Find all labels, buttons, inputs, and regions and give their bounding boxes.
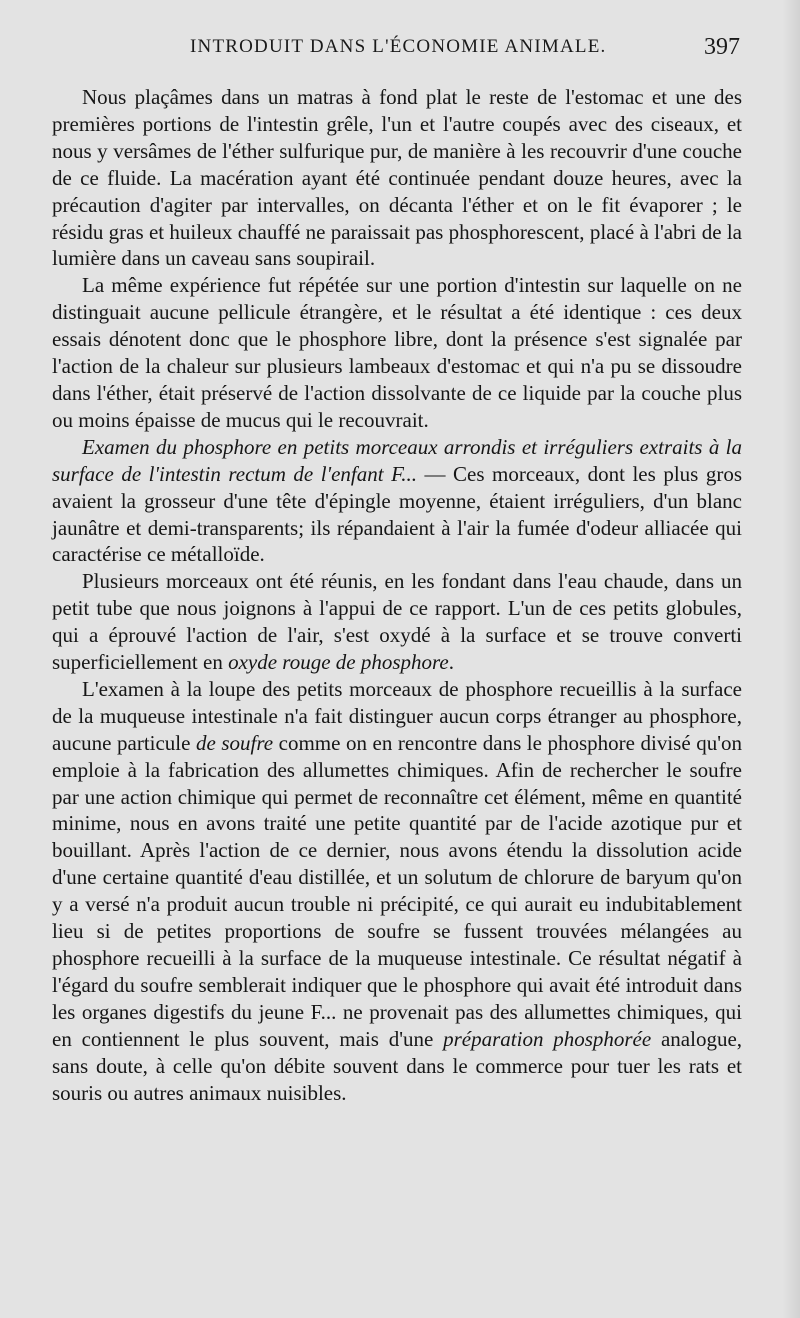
paragraph — [52, 272, 742, 433]
italic-text: Examen du phosphore en petits morceaux arrondis et irréguliers extraits à la surface de l'intestin rectum de l'enfant F... — [52, 434, 742, 486]
running-header — [60, 34, 740, 64]
italic-text: oxyde rouge de phosphore — [228, 650, 449, 675]
paragraph — [52, 676, 742, 1107]
paragraph-text: L'examen à la loupe des petits morceaux de phosphore recueillis à la surface de la muqueuse intestinale n'a fait distinguer aucun corps étranger au phosphore, aucune particule — [52, 676, 742, 755]
paragraph-text: Nous plaçâmes dans un matras à fond plat le reste de l'estomac et une des premières portions de l'intestin grêle, l'un et l'autre coupés avec des ciseaux, et nous y versâmes de l'éther sulfurique pur, de manière à les recouvrir d'une couche de ce fluide. La macération ayant été continuée pendant douze heures, avec la précaution d'agiter par intervalles, on décanta l'éther et on le fit évaporer ; le résidu gras et huileux chauffé ne paraissait pas phosphorescent, placé à l'abri de la lumière dans un caveau sans soupirail. — [52, 85, 742, 271]
paragraph — [52, 434, 742, 569]
body-text — [52, 84, 742, 1106]
running-title: INTRODUIT DANS L'ÉCONOMIE ANIMALE. — [190, 36, 607, 57]
paragraph-text: — Ces morceaux, dont les plus gros avaient la grosseur d'une tête d'épingle moyenne, étaient irréguliers, d'un blanc jaunâtre et demi-transparents; ils répandaient à l'air la fumée d'odeur alliacée qui caractérise ce métalloïde. — [52, 461, 743, 567]
italic-text: de soufre — [196, 730, 274, 755]
paragraph-text: La même expérience fut répétée sur une portion d'intestin sur laquelle on ne distinguait aucune pellicule étrangère, et le résultat a été identique : ces deux essais dénotent donc que le phosphore libre, dont la présence s'est signalée par l'action de la chaleur sur plusieurs lambeaux d'estomac et qui n'a pu se dissoudre dans l'éther, était préservé de l'action dissolvante de ce liquide par la couche plus ou moins épaisse de mucus qui le recouvrait. — [52, 273, 742, 432]
paragraph-text: . — [448, 650, 454, 675]
paragraph — [52, 84, 742, 272]
page-number: 397 — [704, 34, 740, 60]
paragraph-text: comme on en rencontre dans le phosphore divisé qu'on emploie à la fabrication des allumettes chimiques. Afin de rechercher le soufre par une action chimique qui permet de reconnaître cet élément, même en quantité minime, nous en avons traité une petite quantité par de l'acide azotique pur et bouillant. Après l'action de ce dernier, nous avons étendu la dissolution acide d'une certaine quantité d'eau distillée, et un solutum de chlorure de baryum qu'on y a versé n'a produit aucun trouble ni précipité, ce qui aurait eu indubitablement lieu si de petites proportions de soufre se fussent trouvées mélangées au phosphore recueilli à la surface de la muqueuse intestinale. Ce résultat négatif à l'égard du soufre semblerait indiquer que le phosphore qui avait été introduit dans les organes digestifs du jeune F... ne provenait pas des allumettes chimiques, qui en contiennent le plus souvent, mais d'une — [52, 730, 743, 1051]
paragraph — [52, 568, 742, 676]
paragraph-text: Plusieurs morceaux ont été réunis, en les fondant dans l'eau chaude, dans un petit tube que nous joignons à l'appui de ce rapport. L'un de ces petits globules, qui a éprouvé l'action de l'air, s'est oxydé à la surface et se trouve converti superficiellement en — [52, 569, 742, 675]
paragraph-text: analogue, sans doute, à celle qu'on débite souvent dans le commerce pour tuer les rats et souris ou autres animaux nuisibles. — [52, 1026, 743, 1105]
page-edge-shadow — [782, 0, 800, 1318]
italic-text: préparation phosphorée — [443, 1026, 652, 1051]
